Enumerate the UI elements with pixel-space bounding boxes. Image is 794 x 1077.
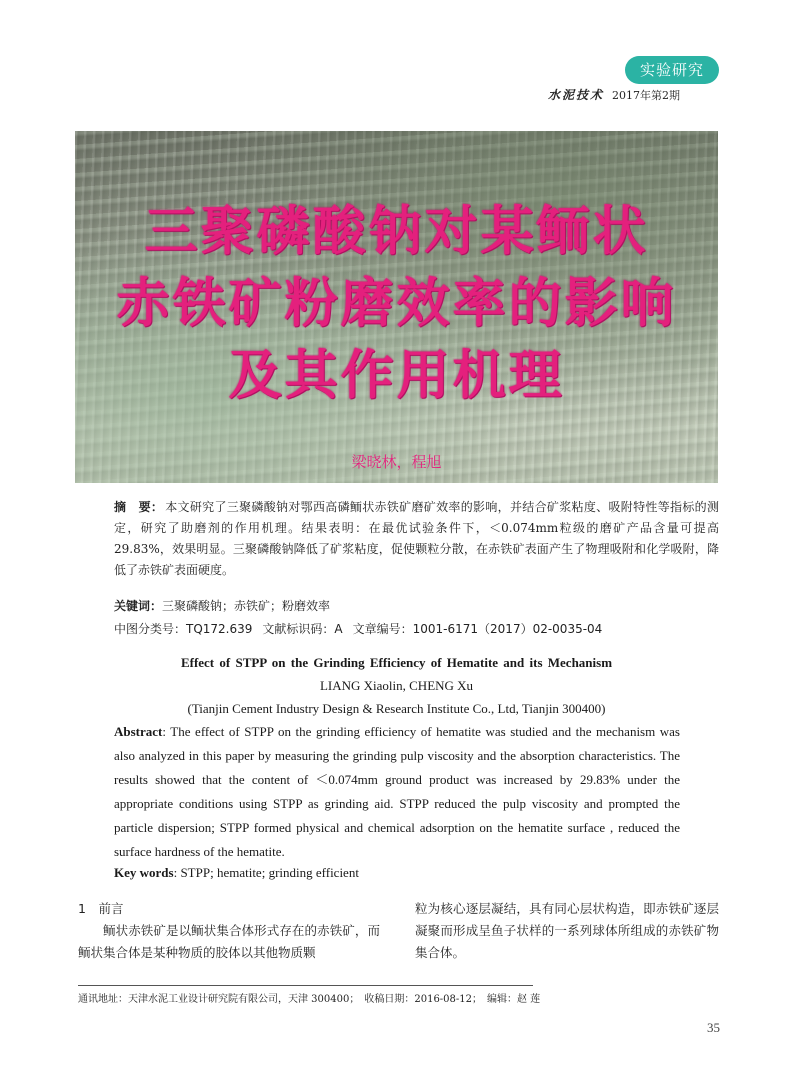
english-keywords-text: : STPP; hematite; grinding efficient (173, 865, 359, 880)
chinese-abstract-text: 本文研究了三聚磷酸钠对鄂西高磷鲕状赤铁矿磨矿效率的影响，并结合矿浆粘度、吸附特性等指标的测定，研究了助磨剂的作用机理。结果表明：在最优试验条件下，＜0.074mm粒级的磨矿产品含量可提高29.83%，效果明显。三聚磷酸钠降低了矿浆粘度，促使颗粒分散，在赤铁矿表面产生了物理吸附和化学吸附，降低了赤铁矿表面硬度。 (114, 500, 719, 577)
english-affiliation: (Tianjin Cement Industry Design & Research Institute Co., Ltd, Tianjin 300400) (187, 701, 606, 716)
chinese-keywords (114, 596, 719, 617)
english-title: Effect of STPP on the Grinding Efficiency of Hematite and its Mechanism (180, 655, 613, 670)
classification-line (114, 620, 719, 637)
english-abstract-label: Abstract (114, 724, 163, 739)
chinese-keywords-text: 三聚磷酸钠；赤铁矿；粉磨效率 (162, 599, 331, 613)
page-number: 35 (707, 1020, 720, 1035)
classification-number: 中图分类号：TQ172.639 (114, 622, 253, 636)
english-abstract (114, 720, 680, 864)
english-abstract-text: : The effect of STPP on the grinding efficiency of hematite was studied and the mechanism was also analyzed in this paper by measuring the grinding pulp viscosity and the absorption characteristics. The results showed that the content of ＜0.074mm ground product was increased by 29.83% under the appropriate conditions using STPP as grinding aid. STPP reduced the pulp viscosity and prompted the particle dispersion; STPP formed physical and chemical adsorption on the hematite surface , reduced the surface hardness of the hematite. (114, 724, 680, 859)
body-left-column: 鲕状赤铁矿是以鲕状集合体形式存在的赤铁矿，而鲕状集合体是某种物质的胶体以其他物质颗 (78, 923, 380, 960)
article-title-line-2: 赤铁矿粉磨效率的影响 (116, 273, 677, 334)
chinese-abstract (114, 497, 719, 581)
english-keywords-label: Key words (114, 865, 174, 880)
footnote: 通讯地址：天津水泥工业设计研究院有限公司，天津 300400； 收稿日期：2016-08-12； 编辑：赵 莲 (78, 994, 541, 1005)
body-right-column: 粒为核心逐层凝结，具有同心层状构造，即赤铁矿逐层凝聚而形成呈鱼子状样的一系列球体所组成的赤铁矿物集合体。 (415, 901, 719, 960)
english-authors: LIANG Xiaolin, CHENG Xu (319, 678, 474, 693)
journal-header (548, 86, 748, 103)
document-code: 文献标识码：A (262, 622, 343, 636)
article-title-line-3: 及其作用机理 (228, 345, 565, 406)
article-number: 文章编号：1001-6171（2017）02-0035-04 (352, 622, 603, 636)
chinese-keywords-label: 关键词： (114, 599, 163, 613)
issue-label: 2017年第2期 (612, 89, 681, 102)
title-banner (75, 131, 718, 483)
article-title-line-1: 三聚磷酸钠对某鲕状 (144, 201, 649, 262)
english-keywords (114, 861, 680, 885)
footnote-divider (78, 985, 533, 986)
journal-name: 水泥技术 (548, 88, 605, 102)
section-heading: 1 前言 (78, 901, 124, 916)
chinese-abstract-label: 摘 要： (114, 500, 164, 514)
article-authors: 梁晓林，程旭 (351, 453, 442, 471)
section-badge: 实验研究 (625, 56, 719, 84)
